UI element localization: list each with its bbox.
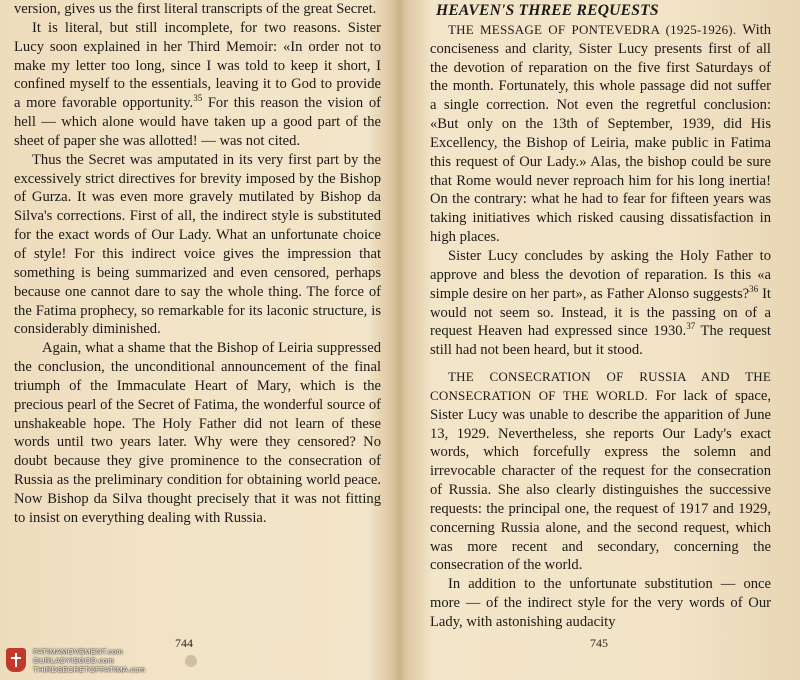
- watermark-line-3: THIRDSECRETOFFATIMA.com: [33, 665, 146, 674]
- footnote-ref-37: 37: [686, 321, 696, 332]
- paper-spot: [185, 655, 197, 667]
- right-paragraph-2-a: Sister Lucy concludes by asking the Holy Father to approve and bless the devotion of reparation. Is this «a simple desire on her part», as Father Alonso suggests?: [430, 247, 771, 302]
- right-page: [430, 0, 771, 632]
- right-paragraph-2: [430, 247, 771, 360]
- watermark-line-2: OURLADYISGOD.com: [33, 656, 114, 665]
- watermark-line-1: FATIMAMOVEMENT.com: [33, 647, 123, 656]
- watermark-lines: [33, 647, 145, 674]
- footnote-ref-36: 36: [749, 283, 759, 294]
- cross-icon: [9, 651, 23, 669]
- left-paragraph-2: [14, 19, 381, 151]
- left-paragraph-3: Thus the Secret was amputated in its very first part by the excessively strict directives for brevity imposed by the Bishop of Gurza. It was even more gravely mutilated by Bishop da Silva's corrections. First of all, the indirect style is substituted for the exact words of Our Lady. What an unfortunate choice of style! For this indirect voice gives the impression that something is being summarized and even censored, perhaps because one cannot dare to say the whole thing. The force of the Fatima prophecy, so remarkable for its laconic structure, is considerably diminished.: [14, 151, 381, 338]
- left-paragraph-1: version, gives us the first literal transcripts of the great Secret.: [14, 1, 377, 17]
- right-paragraph-1: [430, 21, 771, 247]
- left-paragraph-2-tail: For this reason the vision of hell — which alone would have taken up a good part of the sheet of paper she was allotted! — was not cited.: [14, 95, 381, 149]
- section-title: HEAVEN'S THREE REQUESTS: [436, 2, 659, 19]
- right-paragraph-3: [430, 368, 771, 575]
- right-paragraph-4: In addition to the unfortunate substitution — once more — of the indirect style for the very words of Our Lady, with astonishing audacity: [430, 576, 771, 630]
- consecration-heading: THE CONSECRATION OF RUSSIA AND THE CONSECRATION OF THE WORLD.: [430, 369, 771, 403]
- left-paragraph-2-text: It is literal, but still incomplete, for two reasons. Sister Lucy soon explained in her Third Memoir: «In order not to make my letter too long, since I was told to keep it short, I confined myself to the essentials, leaving it to God to provide a more favorable opportunity.: [14, 19, 381, 112]
- fatima-shield-icon: [6, 648, 26, 672]
- left-paragraph-4: Again, what a shame that the Bishop of Leiria suppressed the conclusion, the unconditional announcement of the final triumph of the Immaculate Heart of Mary, which is the precious pearl of the Secret of Fatima, the wonderful source of unshakeable hope. The Holy Father did not learn of these words until two years later. Why were they censored? No doubt because they give prominence to the consecration of Russia as the preliminary condition for obtaining world peace. Now Bishop da Silva thought precisely that it was not fitting to insist on everything dealing with Russia.: [14, 340, 381, 526]
- footnote-ref-35: 35: [193, 93, 203, 104]
- watermark: [0, 642, 170, 680]
- right-paragraph-2-c: The request still had not been heard, but it stood.: [430, 323, 771, 359]
- right-paragraph-3-text: For lack of space, Sister Lucy was unable to describe the apparition of June 13, 1929. Nevertheless, she reports Our Lady's exact words, which forcefully express the solemn and irrevocable character of the request for the consecration of Russia. She also clearly distinguishes the successive requests: the principal one, the request of 1917 and 1929, concerning Russia alone, and the second request, which was more recent and secondary, concerning the consecration of the world.: [430, 387, 771, 574]
- left-page: [14, 0, 381, 528]
- right-paragraph-1-text: With conciseness and clarity, Sister Lucy presents first of all the devotion of reparation on the five first Saturdays of the month. Fortunately, this whole passage did not suffer a single correction. Not even the regretful conclusion: «But only on the 13th of September, 1939, did His Excellency, the Bishop of Leiria, make public in Fatima this request of Our Lady.» Alas, the bishop could be sure that Rome would never reproach him for his long inertia! On the contrary: what he had to fear for fifteen years was taking initiatives which risked causing dissatisfaction in high places.: [430, 21, 771, 246]
- left-page-number: 744: [175, 636, 193, 650]
- pontevedra-heading: THE MESSAGE OF PONTEVEDRA (1925-1926).: [448, 21, 737, 37]
- right-paragraph-2-b: It would not seem so. Instead, it is the passing on of a request Heaven had expressed since 1930.: [430, 285, 771, 340]
- right-page-number: 745: [590, 636, 608, 650]
